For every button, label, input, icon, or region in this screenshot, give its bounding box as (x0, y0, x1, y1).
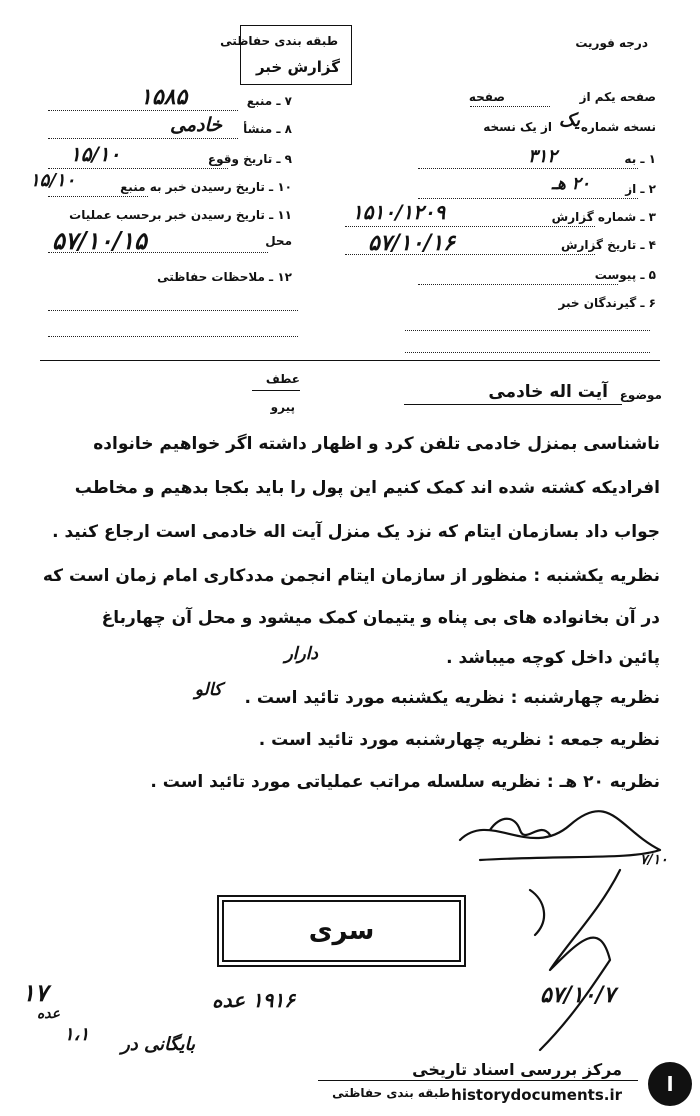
report-number-dots (345, 226, 595, 227)
urgency-label: درجه فوریت (575, 36, 648, 50)
report-number-label: ۳ ـ شماره گزارش (551, 210, 656, 224)
body-line-6: پائین داخل کوچه میباشد . (446, 648, 660, 668)
source-value: ۱۵۸۵ (140, 84, 188, 110)
page-label: صفحه یکم از (579, 90, 656, 104)
report-date-label: ۴ ـ تاریخ گزارش (560, 238, 656, 252)
recipients-dots-1 (405, 330, 650, 331)
origin-label: ۸ ـ منشأ (243, 122, 292, 136)
body-handwritten: دارار (284, 644, 318, 664)
recipients-label: ۶ ـ گیرندگان خبر (558, 296, 656, 310)
sig-date-bottom: ۵۷/۱۰/۷ (540, 982, 616, 1008)
copy-value: یک (558, 110, 580, 131)
subject-value: آیت اله خادمی (488, 382, 608, 402)
to-value: ۳۱۲ (528, 146, 558, 167)
occurrence-date-label: ۹ ـ تاریخ وقوع (207, 152, 292, 166)
body-handwritten-2: کالو (194, 680, 222, 700)
body-line-7: نظریه چهارشنبه : نظریه یکشنبه مورد تائید است . (244, 688, 660, 708)
origin-dots (48, 138, 238, 139)
subject-label: موضوع (619, 388, 662, 402)
classification-top: طبقه بندی حفاظتی (220, 34, 338, 48)
report-date-value: ۵۷/۱۰/۱۶ (368, 230, 455, 256)
origin-value: خادمی (169, 114, 222, 136)
ref-divider (252, 390, 300, 391)
watermark-url: historydocuments.ir (451, 1086, 622, 1104)
body-line-8: نظریه جمعه : نظریه چهارشنبه مورد تائید است . (258, 730, 660, 750)
security-dots-1 (48, 310, 298, 311)
to-dots (418, 168, 638, 169)
to-label: ۱ ـ به (624, 152, 656, 166)
secret-stamp: سری (222, 900, 461, 962)
attachment-label: ۵ ـ پیوست (594, 268, 656, 282)
peyro-label: پیرو (270, 400, 295, 414)
page-dots (470, 106, 550, 107)
bottom-left-word: عده (36, 1006, 60, 1022)
source-dots (48, 110, 238, 111)
body-line-2: افرادیکه کشته شده اند کمک کنیم این پول را باید بکجا بدهیم و مخاطب (74, 478, 660, 498)
body-line-9: نظریه ۲۰ هـ : نظریه سلسله مراتب عملیاتی مورد تائید است . (150, 772, 660, 792)
news-received-label: ۱۰ ـ تاریخ رسیدن خبر به منبع (120, 180, 292, 194)
subject-underline (404, 404, 622, 405)
location-value: ۵۷/۱۰/۱۵ (52, 226, 147, 255)
copy-label: نسخه شماره (580, 120, 656, 134)
bottom-left-small: ۱،۱ (64, 1024, 90, 1045)
classification-bottom: طبقه بندی حفاظتی (332, 1086, 450, 1100)
body-line-5: در آن بخانواده های بی پناه و یتیمان کمک میشود و محل آن چهارباغ (101, 608, 660, 628)
report-number-value: ۱۵۱۰/۱۲۰۹ (352, 200, 446, 224)
watermark-title: مرکز بررسی اسناد تاریخی (412, 1060, 622, 1079)
body-line-1: ناشناسی بمنزل خادمی تلفن کرد و اظهار داشته اگر خواهیم خانواده (93, 434, 660, 454)
recipients-dots-2 (405, 352, 650, 353)
location-label: محل (265, 234, 292, 248)
news-received-dots (48, 196, 148, 197)
attachment-dots (418, 284, 618, 285)
occurrence-date-dots (48, 168, 228, 169)
security-dots-2 (48, 336, 298, 337)
page-suffix: صفحه (468, 90, 505, 104)
sig-date-top: ۷/۱۰ (640, 852, 668, 868)
source-label: ۷ ـ منبع (246, 94, 292, 108)
atf-label: عطف (265, 372, 300, 386)
report-title: گزارش خبر (255, 58, 340, 76)
body-line-3: جواب داد بسازمان ایتام که نزد یک منزل آیت اله خادمی است ارجاع کنید . (52, 522, 660, 542)
news-received-value: ۱۵/۱۰ (30, 170, 76, 191)
bottom-left-number: ۱۷ (22, 978, 48, 1007)
from-value: ۲۰ هـ (551, 174, 590, 194)
bottom-left-note: بایگانی در (121, 1034, 195, 1055)
security-notes-label: ۱۲ ـ ملاحظات حفاظتی (157, 270, 292, 284)
body-line-4: نظریه یکشنبه : منظور از سازمان ایتام انجمن مددکاری امام زمان است که (42, 566, 660, 586)
footer-separator (318, 1080, 638, 1081)
bottom-center: ۱۹۱۶ عده (212, 988, 295, 1012)
header-separator (40, 360, 660, 361)
occurrence-date-value: ۱۵/۱۰ (70, 142, 121, 166)
operations-date-label: ۱۱ ـ تاریخ رسیدن خبر برحسب عملیات (69, 208, 292, 222)
from-dots (418, 198, 638, 199)
copy-suffix: از یک نسخه (483, 120, 552, 134)
watermark-logo-icon: ا (648, 1062, 692, 1106)
from-label: ۲ ـ از (625, 182, 656, 196)
